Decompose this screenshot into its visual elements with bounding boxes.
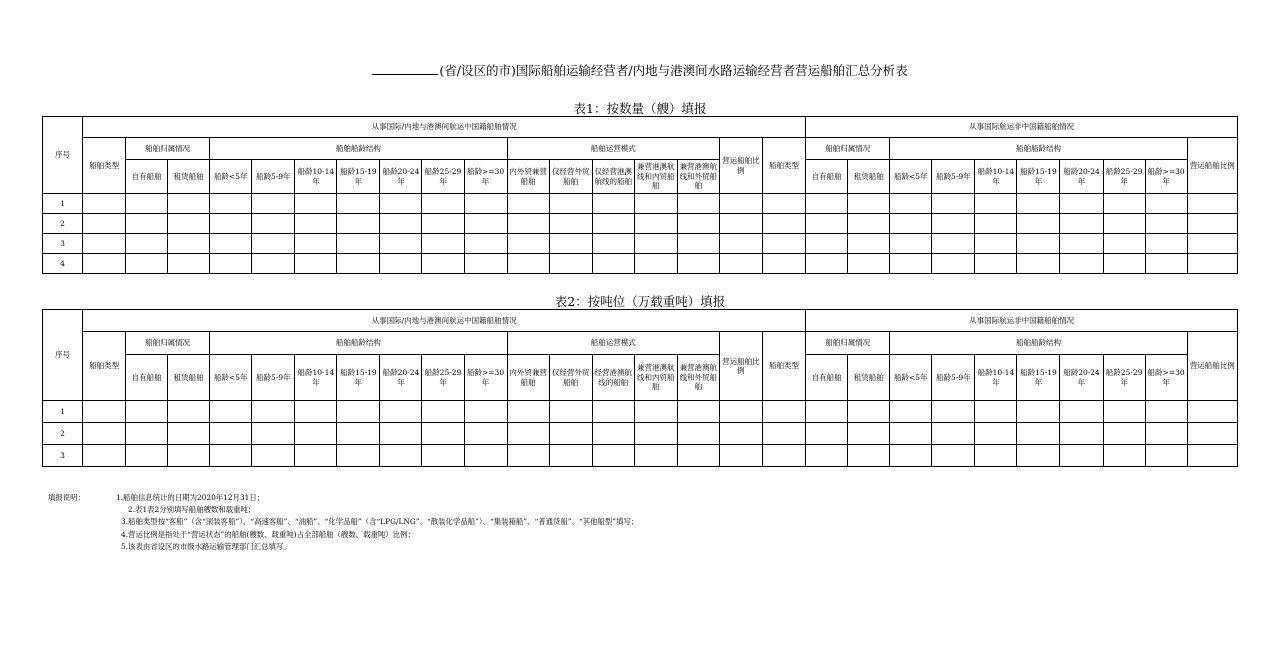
header-age-band: 船龄>=30年 [1145,160,1187,194]
data-cell[interactable] [975,423,1017,445]
note-item: 1.船舶信息统计的日期为2020年12月31日； [116,493,265,502]
data-cell[interactable] [252,194,295,214]
header-age-band: 船龄>=30年 [1145,355,1187,401]
data-cell[interactable] [126,423,168,445]
summary-table-2 [42,309,1238,467]
header-operation-mode: 船舶运营模式 [507,138,719,160]
data-cell[interactable] [719,214,762,234]
data-cell[interactable] [890,194,932,214]
data-cell[interactable] [464,254,507,274]
header-operation-mode: 船舶运营模式 [507,332,719,355]
data-cell[interactable] [422,401,464,423]
region-blank-line [372,64,438,75]
data-cell[interactable] [719,445,762,467]
data-cell[interactable] [806,401,848,423]
header-operating-ratio: 营运船舶比例 [1187,138,1237,194]
data-cell[interactable] [168,445,210,467]
header-age-band: 船龄20-24年 [1060,355,1103,401]
header-leased: 租赁船舶 [848,160,890,194]
data-cell[interactable] [507,423,549,445]
data-cell[interactable] [677,254,719,274]
data-cell[interactable] [168,194,210,214]
data-cell[interactable] [848,234,890,254]
data-cell[interactable] [126,214,168,234]
header-ownership: 船舶归属情况 [126,138,210,160]
data-cell[interactable] [83,401,126,423]
data-cell[interactable] [848,194,890,214]
data-cell[interactable] [1103,194,1145,214]
data-cell[interactable] [677,194,719,214]
data-cell[interactable] [592,445,634,467]
data-cell[interactable] [1017,423,1060,445]
header-age-band: 船龄15-19年 [337,355,380,401]
data-cell[interactable] [380,254,422,274]
data-cell[interactable] [634,214,677,234]
data-cell[interactable] [932,401,975,423]
header-mode: 仅经营港澳航线的船舶 [592,160,634,194]
data-cell[interactable] [1145,234,1187,254]
data-cell[interactable] [464,445,507,467]
header-age-band: 船龄>=30年 [464,160,507,194]
table-row [43,214,1238,234]
data-cell[interactable] [464,401,507,423]
header-age-band: 船龄20-24年 [380,160,422,194]
header-mode: 兼营港澳航线和内贸船舶 [634,160,677,194]
data-cell[interactable] [677,214,719,234]
header-operating-ratio: 营运船舶比例 [1187,332,1237,401]
data-cell[interactable] [507,401,549,423]
row-number: 3 [43,234,83,254]
data-cell[interactable] [1060,401,1103,423]
note-item: 4.营运比例是指处于“营运状态”的船舶(艘数、载重吨)占全部船舶（艘数、载重吨）比例； [121,529,415,539]
header-age-band: 船龄20-24年 [1060,160,1103,194]
data-cell[interactable] [1017,234,1060,254]
data-cell[interactable] [549,214,592,234]
data-cell[interactable] [677,401,719,423]
data-cell[interactable] [890,214,932,234]
data-cell[interactable] [380,234,422,254]
header-group-chinese-ships: 从事国际/内地与港澳间航运中国籍船舶情况 [83,310,806,332]
data-cell[interactable] [677,445,719,467]
data-cell[interactable] [83,254,126,274]
header-age-band: 船龄5-9年 [252,160,295,194]
header-age-band: 船龄15-19年 [337,160,380,194]
data-cell[interactable] [1187,234,1237,254]
header-age-structure: 船舶船龄结构 [210,138,507,160]
row-number: 1 [43,194,83,214]
header-age-band: 船龄10-14年 [295,355,337,401]
data-cell[interactable] [806,423,848,445]
data-cell[interactable] [168,254,210,274]
data-cell[interactable] [890,254,932,274]
data-cell[interactable] [1187,423,1237,445]
data-cell[interactable] [464,194,507,214]
data-cell[interactable] [719,254,762,274]
data-cell[interactable] [592,214,634,234]
data-cell[interactable] [719,234,762,254]
header-age-band: 船龄25-29年 [422,160,464,194]
data-cell[interactable] [210,254,252,274]
header-age-band: 船龄<5年 [890,160,932,194]
data-cell[interactable] [634,194,677,214]
data-cell[interactable] [464,423,507,445]
header-leased: 租赁船舶 [168,355,210,401]
table-row [43,445,1238,467]
data-cell[interactable] [295,194,337,214]
header-mode: 仅经营外贸船舶 [549,355,592,401]
data-cell[interactable] [719,194,762,214]
data-cell[interactable] [762,234,805,254]
header-seq: 序号 [43,310,83,401]
data-cell[interactable] [1103,254,1145,274]
data-cell[interactable] [337,254,380,274]
header-age-band: 船龄10-14年 [975,355,1017,401]
data-cell[interactable] [975,234,1017,254]
data-cell[interactable] [634,423,677,445]
data-cell[interactable] [975,445,1017,467]
data-cell[interactable] [1060,254,1103,274]
data-cell[interactable] [932,194,975,214]
data-cell[interactable] [210,194,252,214]
header-owned: 自有船舶 [126,355,168,401]
data-cell[interactable] [1060,234,1103,254]
data-cell[interactable] [1060,194,1103,214]
data-cell[interactable] [252,445,295,467]
table-row [43,254,1238,274]
data-cell[interactable] [549,423,592,445]
data-cell[interactable] [762,214,805,234]
header-age-band: 船龄<5年 [210,160,252,194]
data-cell[interactable] [507,254,549,274]
header-owned: 自有船舶 [126,160,168,194]
data-cell[interactable] [1145,214,1187,234]
data-cell[interactable] [806,194,848,214]
header-age-band: 船龄5-9年 [932,355,975,401]
data-cell[interactable] [422,445,464,467]
data-cell[interactable] [337,194,380,214]
data-cell[interactable] [848,401,890,423]
data-cell[interactable] [806,214,848,234]
header-age-structure: 船舶船龄结构 [890,138,1187,160]
header-ship-type: 船舶类型 [762,138,805,194]
data-cell[interactable] [890,445,932,467]
data-cell[interactable] [549,194,592,214]
note-item: 2.表1表2分别填写船舶艘数和载重吨； [128,505,256,515]
data-cell[interactable] [890,401,932,423]
note-item: 3.船舶类型按“客船”（含“滚装客船”）、“高速客船”、“油船”、“化学品船”（含“LPG/LNG”、“散装化学品船”）、“集装箱船”、“普通货船”、“其他船型”填写； [121,517,639,527]
data-cell[interactable] [83,214,126,234]
data-cell[interactable] [507,214,549,234]
data-cell[interactable] [1060,423,1103,445]
data-cell[interactable] [126,234,168,254]
data-cell[interactable] [168,214,210,234]
data-cell[interactable] [549,401,592,423]
header-age-band: 船龄15-19年 [1017,355,1060,401]
data-cell[interactable] [848,254,890,274]
data-cell[interactable] [932,254,975,274]
data-cell[interactable] [806,254,848,274]
data-cell[interactable] [210,445,252,467]
data-cell[interactable] [762,254,805,274]
data-cell[interactable] [549,254,592,274]
data-cell[interactable] [422,194,464,214]
data-cell[interactable] [1145,194,1187,214]
note-item: 5.该表由省设区的市级水路运输管理部门汇总填写。 [121,541,291,551]
summary-table-1 [42,116,1238,274]
data-cell[interactable] [1187,194,1237,214]
data-cell[interactable] [252,423,295,445]
header-age-band: 船龄15-19年 [1017,160,1060,194]
data-cell[interactable] [295,445,337,467]
data-cell[interactable] [507,234,549,254]
data-cell[interactable] [210,234,252,254]
data-cell[interactable] [1060,445,1103,467]
data-cell[interactable] [975,194,1017,214]
data-cell[interactable] [1145,423,1187,445]
header-mode: 兼营港澳航线和外贸船舶 [677,355,719,401]
header-age-band: 船龄<5年 [210,355,252,401]
data-cell[interactable] [380,401,422,423]
header-age-structure: 船舶船龄结构 [210,332,507,355]
data-cell[interactable] [1187,401,1237,423]
header-ownership: 船舶归属情况 [806,138,890,160]
data-cell[interactable] [1103,234,1145,254]
data-cell[interactable] [806,445,848,467]
data-cell[interactable] [83,445,126,467]
data-cell[interactable] [634,234,677,254]
header-owned: 自有船舶 [806,160,848,194]
data-cell[interactable] [890,234,932,254]
header-leased: 租赁船舶 [168,160,210,194]
data-cell[interactable] [507,194,549,214]
data-cell[interactable] [380,214,422,234]
header-mode: 仅经营外贸船舶 [549,160,592,194]
header-group-foreign-ships: 从事国际航运非中国籍船舶情况 [806,310,1238,332]
data-cell[interactable] [337,423,380,445]
data-cell[interactable] [1103,445,1145,467]
data-cell[interactable] [507,445,549,467]
header-age-band: 船龄10-14年 [295,160,337,194]
header-mode: 内外贸兼营船舶 [507,355,549,401]
data-cell[interactable] [592,423,634,445]
data-cell[interactable] [1145,254,1187,274]
data-cell[interactable] [464,214,507,234]
data-cell[interactable] [168,423,210,445]
data-cell[interactable] [592,234,634,254]
data-cell[interactable] [83,423,126,445]
data-cell[interactable] [252,254,295,274]
header-operating-ratio: 营运船舶比例 [719,138,762,194]
header-ownership: 船舶归属情况 [126,332,210,355]
data-cell[interactable] [252,234,295,254]
data-cell[interactable] [1017,194,1060,214]
table1-caption: 表1：按数量（艘）填报 [573,101,707,116]
data-cell[interactable] [677,234,719,254]
data-cell[interactable] [762,423,805,445]
header-owned: 自有船舶 [806,355,848,401]
data-cell[interactable] [83,194,126,214]
header-ownership: 船舶归属情况 [806,332,890,355]
data-cell[interactable] [210,423,252,445]
data-cell[interactable] [295,254,337,274]
data-cell[interactable] [762,194,805,214]
header-age-structure: 船舶船龄结构 [890,332,1187,355]
table-row [43,234,1238,254]
data-cell[interactable] [762,445,805,467]
data-cell[interactable] [719,423,762,445]
data-cell[interactable] [975,254,1017,274]
data-cell[interactable] [1017,445,1060,467]
row-number: 2 [43,423,83,445]
header-age-band: 船龄25-29年 [1103,355,1145,401]
data-cell[interactable] [337,234,380,254]
data-cell[interactable] [168,234,210,254]
data-cell[interactable] [1017,214,1060,234]
header-age-band: 船龄25-29年 [422,355,464,401]
data-cell[interactable] [210,401,252,423]
header-age-band: 船龄20-24年 [380,355,422,401]
header-leased: 租赁船舶 [848,355,890,401]
data-cell[interactable] [1017,401,1060,423]
data-cell[interactable] [422,214,464,234]
data-cell[interactable] [634,445,677,467]
data-cell[interactable] [848,445,890,467]
header-ship-type: 船舶类型 [83,332,126,401]
header-group-foreign-ships: 从事国际航运非中国籍船舶情况 [806,117,1238,138]
data-cell[interactable] [252,401,295,423]
data-cell[interactable] [932,423,975,445]
data-cell[interactable] [932,234,975,254]
page-title: (省/设区的市)国际船舶运输经营者/内地与港澳间水路运输经营者营运船舶汇总分析表 [0,61,1280,79]
data-cell[interactable] [1145,445,1187,467]
table-row [43,423,1238,445]
data-cell[interactable] [380,423,422,445]
data-cell[interactable] [295,423,337,445]
row-number: 1 [43,401,83,423]
data-cell[interactable] [592,194,634,214]
data-cell[interactable] [848,214,890,234]
data-cell[interactable] [1017,254,1060,274]
data-cell[interactable] [126,445,168,467]
data-cell[interactable] [975,214,1017,234]
table-row [43,401,1238,423]
data-cell[interactable] [252,214,295,234]
data-cell[interactable] [1187,214,1237,234]
data-cell[interactable] [677,423,719,445]
data-cell[interactable] [549,445,592,467]
header-seq: 序号 [43,117,83,194]
notes-label: 填报说明： [48,493,85,502]
data-cell[interactable] [380,194,422,214]
data-cell[interactable] [932,214,975,234]
data-cell[interactable] [422,234,464,254]
header-ship-type: 船舶类型 [83,138,126,194]
data-cell[interactable] [126,194,168,214]
data-cell[interactable] [1103,214,1145,234]
data-cell[interactable] [634,254,677,274]
data-cell[interactable] [762,401,805,423]
data-cell[interactable] [83,234,126,254]
data-cell[interactable] [337,214,380,234]
data-cell[interactable] [932,445,975,467]
header-mode: 内外贸兼营船舶 [507,160,549,194]
data-cell[interactable] [337,401,380,423]
row-number: 2 [43,214,83,234]
header-age-band: 船龄<5年 [890,355,932,401]
row-number: 4 [43,254,83,274]
header-mode: 经营港澳航线的船舶 [592,355,634,401]
data-cell[interactable] [848,423,890,445]
data-cell[interactable] [295,401,337,423]
data-cell[interactable] [337,445,380,467]
header-age-band: 船龄25-29年 [1103,160,1145,194]
data-cell[interactable] [1187,445,1237,467]
header-age-band: 船龄5-9年 [252,355,295,401]
data-cell[interactable] [295,214,337,234]
data-cell[interactable] [890,423,932,445]
data-cell[interactable] [634,401,677,423]
header-group-chinese-ships: 从事国际/内地与港澳间航运中国籍船舶情况 [83,117,806,138]
header-age-band: 船龄10-14年 [975,160,1017,194]
data-cell[interactable] [422,254,464,274]
data-cell[interactable] [295,234,337,254]
data-cell[interactable] [592,401,634,423]
data-cell[interactable] [592,254,634,274]
data-cell[interactable] [549,234,592,254]
header-age-band: 船龄>=30年 [464,355,507,401]
data-cell[interactable] [464,234,507,254]
data-cell[interactable] [168,401,210,423]
data-cell[interactable] [975,401,1017,423]
data-cell[interactable] [1187,254,1237,274]
data-cell[interactable] [126,254,168,274]
header-age-band: 船龄5-9年 [932,160,975,194]
row-number: 3 [43,445,83,467]
data-cell[interactable] [1060,214,1103,234]
data-cell[interactable] [210,214,252,234]
data-cell[interactable] [1103,401,1145,423]
header-ship-type: 船舶类型 [762,332,805,401]
data-cell[interactable] [380,445,422,467]
header-mode: 兼营港澳航线和内贸船舶 [634,355,677,401]
data-cell[interactable] [1103,423,1145,445]
data-cell[interactable] [1145,401,1187,423]
header-operating-ratio: 营运船舶比例 [719,332,762,401]
table-row [43,194,1238,214]
data-cell[interactable] [719,401,762,423]
data-cell[interactable] [126,401,168,423]
header-mode: 兼营港澳航线和外贸船舶 [677,160,719,194]
data-cell[interactable] [422,423,464,445]
data-cell[interactable] [806,234,848,254]
table2-caption: 表2：按吨位（万载重吨）填报 [554,294,726,309]
